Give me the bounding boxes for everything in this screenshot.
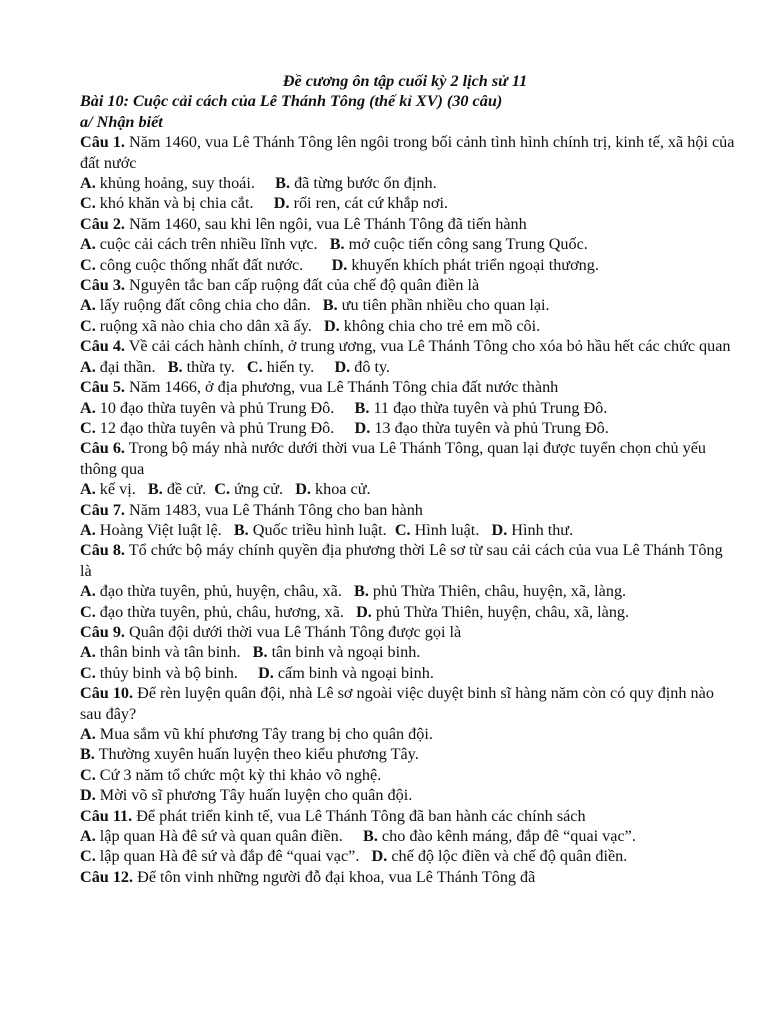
option-letter: B. [233, 520, 249, 539]
question-block [80, 500, 738, 541]
question-stem [80, 438, 738, 479]
question-number: Câu 11. [80, 806, 133, 825]
option-text: 11 đạo thừa tuyên và phủ Trung Đô. [369, 398, 608, 417]
option-text: ưu tiên phần nhiều cho quan lại. [337, 296, 550, 315]
question-text: Năm 1460, sau khi lên ngôi, vua Lê Thánh Tông đã tiến hành [124, 214, 527, 233]
option-text: ruộng xã nào chia cho dân xã ấy. [95, 316, 324, 335]
option-letter: D. [371, 847, 388, 866]
answer-line [80, 520, 738, 540]
option-text: thân binh và tân binh. [95, 643, 253, 662]
option-letter: B. [329, 235, 345, 254]
option-text: đô ty. [350, 357, 391, 376]
option-letter: A. [80, 643, 96, 662]
option-letter: D. [356, 602, 372, 621]
option-text: khuyến khích phát triển ngoại thương. [347, 255, 599, 274]
option-letter: D. [354, 418, 371, 437]
option-letter: B. [252, 643, 268, 662]
answer-line [80, 479, 738, 499]
answer-line [80, 418, 738, 438]
answer-line [80, 357, 738, 377]
question-number: Câu 2. [80, 214, 125, 233]
question-number: Câu 10. [80, 684, 134, 703]
option-letter: D. [323, 316, 340, 335]
lesson-heading: Bài 10: Cuộc cải cách của Lê Thánh Tông (thế kỉ XV) (30 câu) [80, 92, 503, 111]
answer-line [80, 765, 738, 785]
question-text: Năm 1460, vua Lê Thánh Tông lên ngôi trong bối cảnh tình hình chính trị, kinh tế, xã hội của đất nước [80, 133, 735, 172]
question-list [80, 132, 738, 887]
answer-line [80, 193, 738, 213]
option-letter: B. [363, 827, 378, 846]
option-text: thừa ty. [182, 357, 247, 376]
option-text: Hoàng Việt luật lệ. [95, 520, 234, 539]
option-letter: A. [80, 174, 96, 193]
question-number: Câu 9. [80, 622, 125, 641]
question-text: Trong bộ máy nhà nước dưới thời vua Lê Thánh Tông, quan lại được tuyển chọn chủ yếu thông qua [80, 439, 707, 478]
option-letter: C. [80, 194, 96, 213]
option-text: 12 đạo thừa tuyên và phủ Trung Đô. [95, 418, 355, 437]
option-letter: B. [147, 480, 163, 499]
question-text: Năm 1466, ở địa phương, vua Lê Thánh Tông chia đất nước thành [124, 378, 559, 397]
option-text: cho đào kênh máng, đắp đê “quai vạc”. [377, 827, 636, 846]
option-text: Mua sắm vũ khí phương Tây trang bị cho quân đội. [95, 725, 433, 743]
option-letter: D. [295, 480, 311, 499]
option-text: lấy ruộng đất công chia cho dân. [95, 296, 323, 315]
option-text: rối ren, cát cứ khắp nơi. [289, 194, 448, 213]
option-text: Mời võ sĩ phương Tây huấn luyện cho quân đội. [95, 786, 413, 805]
question-text: Về cải cách hành chính, ở trung ương, vua Lê Thánh Tông cho xóa bỏ hầu hết các chức quan [124, 337, 731, 356]
option-letter: A. [80, 357, 96, 376]
question-block [80, 867, 738, 887]
option-letter: A. [80, 582, 96, 601]
option-text: đạo thừa tuyên, phủ, châu, hương, xã. [95, 602, 357, 621]
option-letter: C. [80, 255, 96, 274]
option-letter: B. [167, 357, 183, 376]
option-letter: D. [273, 194, 290, 213]
option-text: ứng cử. [230, 480, 296, 499]
question-text: Năm 1483, vua Lê Thánh Tông cho ban hành [124, 500, 423, 519]
option-letter: C. [80, 418, 96, 437]
question-number: Câu 7. [80, 500, 125, 519]
option-text: Hình luật. [410, 520, 492, 539]
question-text: Để phát triển kinh tế, vua Lê Thánh Tông đã ban hành các chính sách [132, 806, 586, 825]
question-text: Để tôn vinh những người đỗ đại khoa, vua Lê Thánh Tông đã [133, 867, 536, 886]
option-letter: B. [354, 398, 370, 417]
question-block [80, 438, 738, 499]
option-text: khoa cử. [310, 480, 371, 499]
option-text: lập quan Hà đê sứ và quan quân điền. [95, 827, 364, 846]
question-block [80, 806, 738, 867]
option-letter: D. [334, 357, 351, 376]
option-text: thủy binh và bộ binh. [95, 663, 259, 682]
option-text: Cứ 3 năm tổ chức một kỳ thi khảo võ nghệ. [95, 765, 382, 784]
document-title: Đề cương ôn tập cuối kỳ 2 lịch sử 11 [282, 72, 528, 90]
answer-line [80, 663, 738, 683]
option-letter: D. [80, 786, 96, 805]
section-heading: a/ Nhận biết [80, 112, 163, 131]
option-text: chế độ lộc điền và chế độ quân điền. [387, 847, 628, 866]
option-letter: C. [246, 357, 263, 376]
answer-line [80, 173, 738, 193]
answer-line [80, 295, 738, 315]
question-stem [80, 336, 738, 356]
answer-line [80, 316, 738, 336]
question-stem [80, 540, 738, 581]
question-block [80, 275, 738, 336]
answer-line [80, 398, 738, 418]
option-text: Hình thư. [507, 520, 574, 539]
option-letter: C. [80, 765, 96, 784]
question-stem [80, 500, 738, 520]
option-text: Thường xuyên huấn luyện theo kiểu phương Tây. [94, 745, 419, 764]
option-letter: B. [354, 582, 369, 601]
answer-line [80, 826, 738, 846]
question-text: Tổ chức bộ máy chính quyền địa phương thời Lê sơ từ sau cải cách của vua Lê Thánh Tông là [80, 541, 723, 580]
option-letter: A. [80, 725, 96, 743]
question-block [80, 622, 738, 683]
answer-line [80, 846, 738, 866]
option-text: không chia cho trẻ em mồ côi. [339, 316, 541, 335]
answer-line [80, 785, 738, 805]
option-text: khủng hoảng, suy thoái. [95, 174, 276, 193]
option-letter: C. [214, 480, 230, 499]
question-stem [80, 132, 738, 173]
option-text: đạo thừa tuyên, phủ, huyện, châu, xã. [95, 582, 355, 601]
option-text: đã từng bước ổn định. [290, 174, 437, 193]
option-text: kế vị. [95, 480, 148, 499]
option-text: phủ Thừa Thiên, châu, huyện, xã, làng. [368, 582, 627, 601]
option-letter: B. [80, 745, 95, 764]
option-letter: C. [80, 847, 96, 866]
option-letter: A. [80, 398, 96, 417]
option-letter: D. [331, 255, 348, 274]
question-block [80, 540, 738, 622]
option-text: cấm binh và ngoại binh. [273, 663, 434, 682]
answer-line [80, 234, 738, 254]
question-text: Nguyên tắc ban cấp ruộng đất của chế độ quân điền là [124, 276, 480, 295]
option-letter: D. [491, 520, 508, 539]
option-text: 10 đạo thừa tuyên và phủ Trung Đô. [95, 398, 355, 417]
option-text: lập quan Hà đê sứ và đắp đê “quai vạc”. [95, 847, 372, 866]
option-text: cuộc cải cách trên nhiều lĩnh vực. [95, 235, 330, 254]
option-letter: C. [80, 663, 96, 682]
answer-line [80, 581, 738, 601]
option-letter: B. [275, 174, 291, 193]
question-stem [80, 275, 738, 295]
question-text: Để rèn luyện quân đội, nhà Lê sơ ngoài việc duyệt binh sĩ hàng năm còn có quy định nào sau đây? [80, 684, 714, 723]
option-letter: A. [80, 296, 96, 315]
option-text: Quốc triều hình luật. [248, 520, 395, 539]
question-stem [80, 867, 738, 887]
question-stem [80, 377, 738, 397]
question-block [80, 132, 738, 214]
option-letter: A. [80, 827, 96, 846]
option-text: đại thần. [95, 357, 168, 376]
question-block [80, 214, 738, 275]
option-text: tân binh và ngoại binh. [267, 643, 421, 662]
question-number: Câu 1. [80, 133, 125, 152]
question-number: Câu 5. [80, 378, 125, 397]
option-letter: A. [80, 235, 96, 254]
option-text: đề cử. [162, 480, 215, 499]
option-text: khó khăn và bị chia cắt. [95, 194, 274, 213]
question-number: Câu 12. [80, 867, 134, 886]
question-number: Câu 4. [80, 337, 125, 356]
question-number: Câu 6. [80, 439, 125, 458]
option-letter: C. [80, 316, 96, 335]
option-text: hiến ty. [262, 357, 335, 376]
question-block [80, 336, 738, 377]
answer-line [80, 642, 738, 662]
question-stem [80, 683, 738, 724]
question-stem [80, 622, 738, 642]
option-letter: B. [322, 296, 338, 315]
option-text: 13 đạo thừa tuyên và phủ Trung Đô. [370, 418, 609, 437]
option-letter: C. [80, 602, 96, 621]
option-text: phủ Thừa Thiên, huyện, châu, xã, làng. [371, 602, 630, 621]
option-text: mở cuộc tiến công sang Trung Quốc. [344, 235, 588, 254]
question-stem [80, 214, 738, 234]
option-letter: A. [80, 520, 96, 539]
option-letter: D. [258, 663, 274, 682]
option-letter: A. [80, 480, 96, 499]
option-letter: C. [394, 520, 411, 539]
answer-line [80, 724, 738, 744]
question-stem [80, 806, 738, 826]
question-block [80, 377, 738, 438]
answer-line [80, 255, 738, 275]
answer-line [80, 744, 738, 764]
question-text: Quân đội dưới thời vua Lê Thánh Tông được gọi là [124, 622, 462, 641]
question-block [80, 683, 738, 805]
option-text: công cuộc thống nhất đất nước. [95, 255, 332, 274]
question-number: Câu 8. [80, 541, 125, 560]
answer-line [80, 602, 738, 622]
question-number: Câu 3. [80, 276, 125, 295]
